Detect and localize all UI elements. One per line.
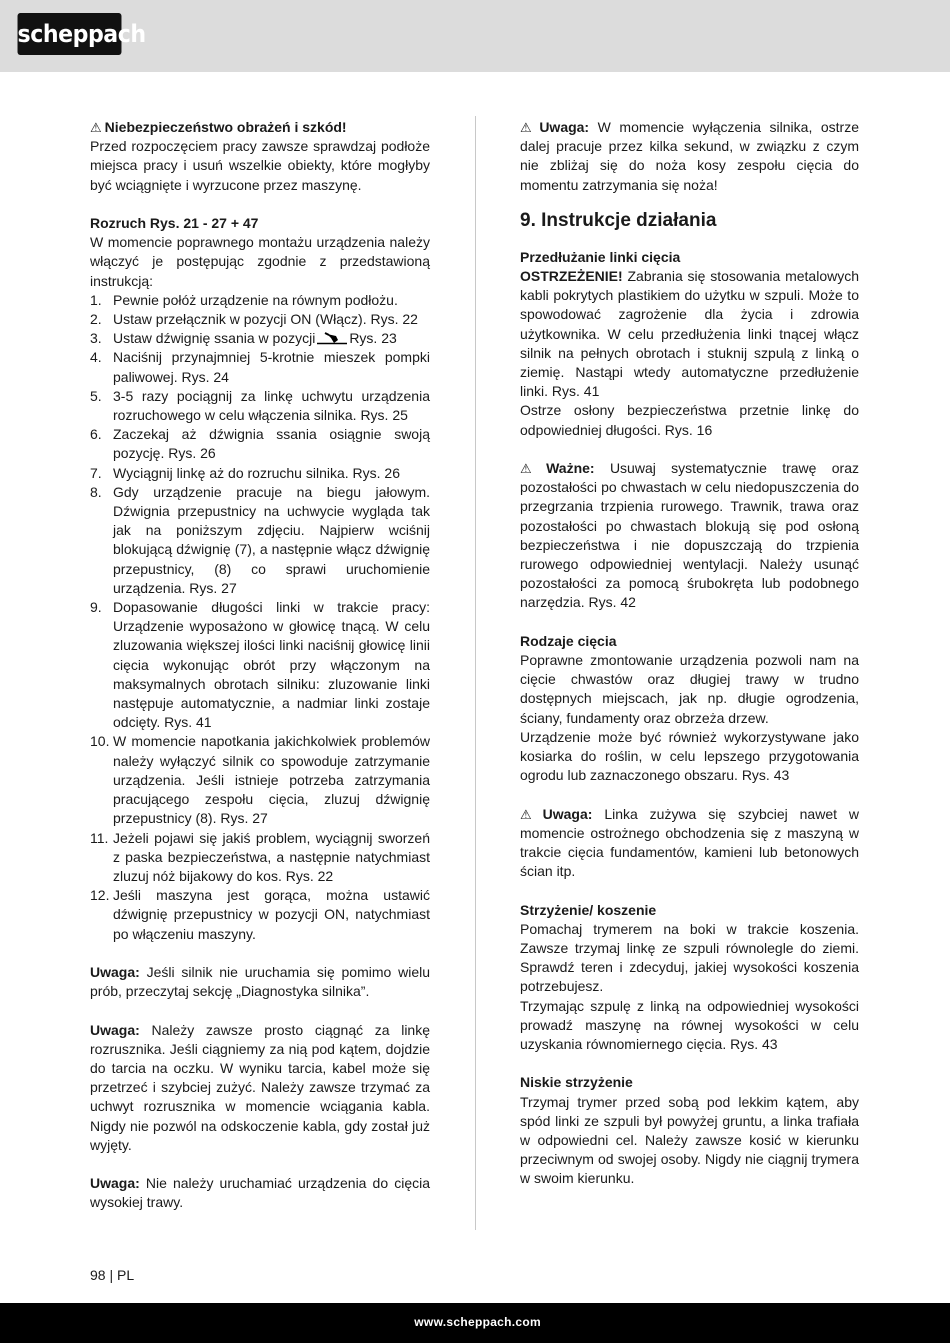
warning-triangle-icon: ⚠ [520, 806, 540, 822]
note-paragraph: Uwaga: Jeśli silnik nie uruchamia się pomimo wielu prób, przeczytaj sekcję „Diagnostyka silnika”. [90, 963, 430, 1000]
website-link[interactable]: www.scheppach.com [414, 1315, 541, 1329]
start-steps-list [90, 291, 430, 944]
note-paragraph: Uwaga: Nie należy uruchamiać urządzenia do cięcia wysokiej trawy. [90, 1175, 430, 1211]
important-note: ⚠ Ważne: Usuwaj systematycznie trawę oraz pozostałości po chwastach w celu niedopuszczenia do przegrzania trzpienia rurowego. Trawnik, trawa oraz pozostałości po chwastach blokują się pod osłoną bezpieczeństwa i nie dopuszczają do trzpienia rurowego odpowiedniej wentylacji. Należy usunąć pozostałości za pomocą śrubokręta lub podobnego narzędzia. Rys. 42 [520, 460, 860, 611]
cut-types-text-2: Urządzenie może być również wykorzystywane jako kosiarka do roślin, w celu lepszego przygotowania ogrodu lub zaznaczonego obszaru. Rys. 43 [520, 728, 859, 784]
column-divider [475, 116, 476, 1230]
cut-types-heading: Rodzaje cięcia [520, 632, 617, 649]
right-column [520, 118, 859, 1189]
warning-triangle-icon: ⚠ [520, 120, 537, 135]
list-item: 7. Wyciągnij linkę aż do rozruchu silnika. Rys. 26 [90, 464, 400, 481]
list-item: 5. 3-5 razy pociągnij za linkę uchwytu urządzenia rozruchowego w celu włączenia silnika. Rys. 25 [90, 387, 430, 424]
list-item: 6. Zaczekaj aż dźwignia ssania osiągnie swoją pozycję. Rys. 26 [90, 426, 430, 462]
blade-note: ⚠ Uwaga: W momencie wyłączenia silnika, ostrze dalej pracuje przez kilka sekund, w związku z czym nie zbliżaj się do noża kosy zespołu cięcia do momentu zatrzymania się noża! [520, 119, 860, 193]
mowing-text-2: Trzymając szpulę z linką na odpowiedniej wysokości prowadź maszynę na równej wysokości w celu uzyskania równomiernego cięcia. Rys. 43 [520, 997, 859, 1053]
start-intro: W momencie poprawnego montażu urządzenia należy włączyć je postępując zgodnie z przedstawioną instrukcją: [90, 234, 430, 289]
start-heading: Rozruch Rys. 21 - 27 + 47 [90, 215, 259, 231]
left-column [90, 118, 430, 1213]
line-extension-text-2: Ostrze osłony bezpieczeństwa przetnie linkę do odpowiedniej długości. Rys. 16 [520, 402, 859, 438]
section-title: 9. Instrukcje działania [520, 209, 717, 231]
list-item: 8. Gdy urządzenie pracuje na biegu jałowym. Dźwignia przepustnicy na uchwycie wygląda tak jak na poniższym zdjęciu. Najpierw wciśnij blokującą dźwignię (7), a następnie włącz dźwignię przepustnicy, (8) co sprawi uruchomienie urządzenia. Rys. 27 [90, 483, 430, 596]
danger-text: Przed rozpoczęciem pracy zawsze sprawdzaj podłoże miejsca pracy i usuń wszelkie obiekty, które mogłyby być wciągnięte i wyrzucone przez maszynę. [90, 138, 430, 193]
mowing-heading: Strzyżenie/ koszenie [520, 901, 657, 918]
warning-triangle-icon: ⚠ [90, 120, 102, 135]
line-extension-text: OSTRZEŻENIE! Zabrania się stosowania metalowych kabli pokrytych plastikiem do użytku w szpuli. Może to spowodować zagrożenie dla życia i zdrowia użytkownika. W celu przedłużenia linki tnącej włącz silnik na pełnych obrotach i stuknij szpulą z linką o ziemię. Nastąpi wtedy automatyczne przedłużenie linki. Rys. 41 [520, 268, 860, 400]
low-cut-heading: Niskie strzyżenie [520, 1074, 633, 1091]
mowing-text: Pomachaj trymerem na boki w trakcie koszenia. Zawsze trzymaj linkę ze szpuli równolegle do ziemi. Sprawdź teren i zdecyduj, jakiej wysokości koszenia potrzebujesz. [520, 920, 859, 995]
choke-symbol-icon [317, 331, 347, 345]
low-cut-text: Trzymaj trymer przed sobą pod lekkim kątem, aby spód linki ze szpuli był powyżej gruntu, a linka trafiała w odpowiedni cel. Należy zawsze kosić w kierunku przeciwnym od swojej osoby. Nigdy nie ciągnij trymera w swoim kierunku. [520, 1093, 859, 1187]
warning-triangle-icon: ⚠ [520, 461, 544, 477]
list-item: 10. W momencie napotkania jakichkolwiek problemów należy wyłączyć silnik co spowoduje zatrzymanie urządzenia. Jeśli istnieje potrzeba zatrzymania pracującego zespołu cięcia, zluzuj dźwignię przepustnicy (8). Rys. 27 [90, 733, 430, 827]
list-item: 12. Jeśli maszyna jest gorąca, można ustawić dźwignię przepustnicy w pozycji ON, natychmiast po włączeniu maszyny. [90, 887, 430, 942]
brand-logo: scheppach [18, 13, 122, 55]
cut-types-text: Poprawne zmontowanie urządzenia pozwoli nam na cięcie chwastów oraz długiej trawy w trudno dostępnych miejscach, jak np. długie ogrodzenia, ściany, fundamenty oraz obrzeża drzew. [520, 652, 859, 726]
list-item: 1. Pewnie połóż urządzenie na równym podłożu. [90, 291, 398, 308]
wear-note: ⚠ Uwaga: Linka zużywa się szybciej nawet w momencie ostrożnego obchodzenia się z maszyną w trakcie cięcia fundamentów, kamieni lub betonowych ścian itp. [520, 805, 859, 880]
list-item: 11. Jeżeli pojawi się jakiś problem, wyciągnij sworzeń z paska bezpieczeństwa, a następnie natychmiast zluzuj nóż bijakowy do kos. Rys. 22 [90, 829, 430, 884]
header-bar [0, 0, 950, 72]
page-number: 98 | PL [90, 1267, 135, 1283]
list-item: 4. Naciśnij przynajmniej 5-krotnie mieszek pompki paliwowej. Rys. 24 [90, 349, 430, 385]
note-paragraph: Uwaga: Należy zawsze prosto ciągnąć za linkę rozrusznika. Jeśli ciągniemy za nią pod kątem, dojdzie do tarcia na oczku. W wyniku tarcia, kabel może się przetrzeć i szybciej zużyć. Należy zawsze trzymać za uchwyt rozrusznika w momencie wciągania kabla. Nigdy nie pozwól na odskoczenie kabla, gdy został już wyjęty. [90, 1021, 431, 1153]
list-item: 3. Ustaw dźwignię ssania w pozycji Rys. 23 [90, 330, 397, 347]
list-item: 2. Ustaw przełącznik w pozycji ON (Włącz). Rys. 22 [90, 311, 418, 328]
list-item: 9. Dopasowanie długości linki w trakcie pracy: Urządzenie wyposażono w głowicę tnącą. W celu zluzowania większej ilości linki naciśnij głowicę linii cięcia wykonując obrót przy włączonym na maksymalnych obrotach silniku: zluzowanie linki następuje automatycznie, a nadmiar linki zostaje odcięty. Rys. 41 [90, 599, 430, 731]
danger-heading: ⚠ Niebezpieczeństwo obrażeń i szkód! [90, 119, 347, 135]
line-extension-heading: Przedłużanie linki cięcia [520, 248, 681, 265]
